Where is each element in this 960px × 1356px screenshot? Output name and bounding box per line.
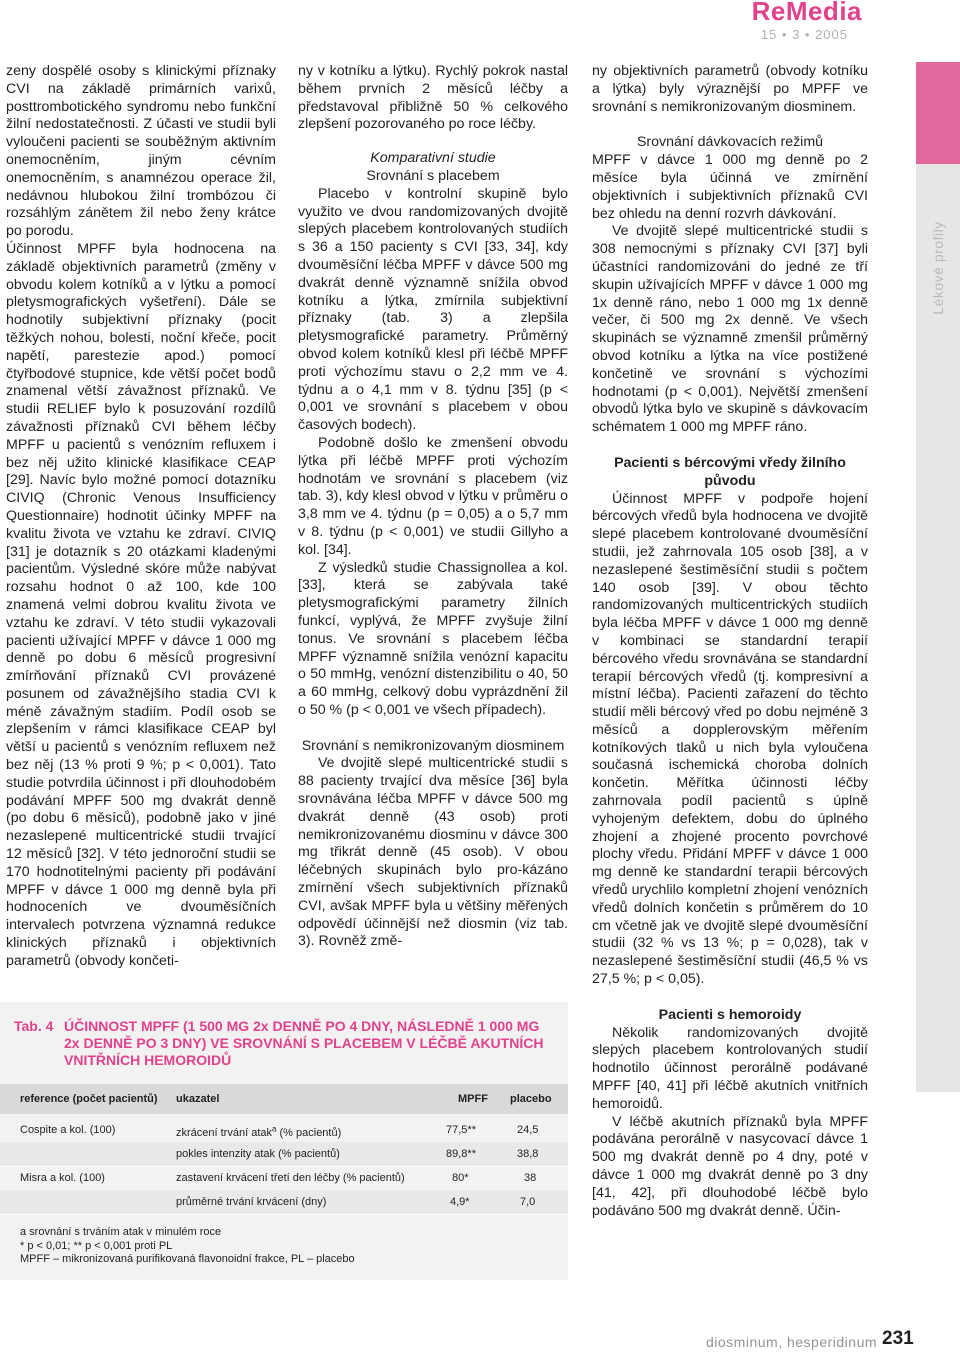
cell-mpff: 4,9* — [450, 1196, 470, 1208]
table-note: * p < 0,01; ** p < 0,001 proti PL — [20, 1239, 173, 1252]
cell-reference: Misra a kol. (100) — [20, 1172, 105, 1184]
footnote-marker: a — [272, 1124, 277, 1133]
table-label: Tab. 4 — [14, 1018, 54, 1034]
subsection-heading: Srovnání s nemikronizovaným diosminem — [301, 737, 565, 754]
table-header — [0, 1084, 568, 1114]
paragraph: ny objektivních parametrů (obvody kotníku a lýtka) byly výraznější po MPFF ve srovnání s nemikronizovaným diosminem. — [592, 63, 868, 115]
cell-indicator: zastavení krvácení třetí den léčby (% pacientů) — [176, 1172, 405, 1184]
cell-placebo: 38 — [524, 1172, 537, 1184]
cell-indicator — [176, 1124, 341, 1139]
table-4 — [0, 1002, 568, 1280]
paragraph: ny v kotníku a lýtku). Rychlý pokrok nastal během prvních 2 měsíců léčby a představoval přibližně 50 % celkového zlepšení pozorovaného po roce léčby. — [298, 63, 568, 133]
journal-logo: ReMedia — [751, 0, 862, 26]
table-note: MPFF – mikronizovaná purifikovaná flavonoidní frakce, PL – placebo — [20, 1253, 355, 1265]
table-row — [0, 1118, 568, 1143]
column-header-mpff: MPFF — [458, 1093, 488, 1105]
section-heading: Pacienti s hemoroidy — [658, 1006, 802, 1023]
column-header-placebo: placebo — [510, 1093, 552, 1105]
paragraph: zeny dospělé osoby s klinickými příznaky CVI na základě primárních varixů, posttrombotického syndromu nebo funkční žilní nedostatečnosti. Z účasti ve studii byli vyloučeni pacienti se souběžným aktivním onemocněním, jiným cévním onemocněním, s anamnézou operace žil, nedávnou hlubokou žilní trombózou či rozsáhlým zánětem žil nebo ženy krátce po porodu. — [6, 63, 276, 240]
column-3 — [592, 63, 868, 1220]
cell-mpff: 89,8** — [446, 1148, 476, 1160]
table-note: a srovnání s trváním atak v minulém roce — [20, 1226, 222, 1238]
column-header-indicator: ukazatel — [176, 1093, 220, 1105]
paragraph: Z výsledků studie Chassignollea a kol. [33], která se zabývala také pletysmografickými parametry žilních funkcí, vyplývá, že MPFF zvyšuje žilní tonus. Ve srovnání s placebem léčba MPFF významně snížila venózní kapacitu o 50 mmHg, venózní distenzibilitu o 40, 50 a 60 mmHg, celkový dobu vyprázdnění žil o 50 % (p < 0,001 ve všech případech). — [298, 559, 568, 718]
cell-mpff: 80* — [452, 1172, 469, 1184]
cell-indicator-text: zkrácení trvání atak$^a$ (% pacientů) — [176, 1124, 342, 1139]
cell-mpff: 77,5** — [446, 1124, 476, 1136]
section-heading: Pacienti s bércovými vředy žilního původu — [614, 454, 846, 489]
footer-topic: diosminum, hesperidinum — [706, 1334, 878, 1350]
table-notes — [20, 1226, 355, 1267]
table-row — [0, 1190, 568, 1215]
column-2 — [298, 63, 568, 951]
cell-placebo: 7,0 — [520, 1196, 536, 1208]
section-label: Lékové profily — [930, 221, 946, 315]
paragraph: V léčbě akutních příznaků byla MPFF podávána perorálně v nasycovací dávce 1 500 mg dvakrát denně po 4 dny, poté v dávce 1 000 mg dvakrát denně po 3 dny [41, 42], při dlouhodobé léčbě bylo podáváno 500 mg dvakrát denně. Účin- — [592, 1113, 868, 1219]
table-row — [0, 1142, 568, 1167]
cell-indicator: průměrné trvání krvácení (dny) — [176, 1196, 327, 1208]
page-number: 231 — [882, 1328, 914, 1349]
column-header-reference: reference (počet pacientů) — [20, 1093, 158, 1105]
subsection-heading: Srovnání dávkovacích režimů — [636, 134, 824, 151]
column-1 — [6, 63, 276, 971]
cell-indicator: pokles intenzity atak (% pacientů) — [176, 1148, 340, 1160]
paragraph: Podobně došlo ke zmenšení obvodu lýtka při léčbě MPFF proti výchozím hodnotám ve srovnání s placebem (viz tab. 3), kdy klesl obvod v lýtku v průměru o 3,8 mm ve 4. týdnu (p = 0,05) a o 5,7 mm v 8. týdnu (p < 0,001) ve studii Gillyho a kol. [34]. — [298, 434, 568, 558]
issue-number: 15 • 3 • 2005 — [760, 27, 848, 42]
subsection-heading: Srovnání s placebem — [366, 167, 500, 184]
paragraph: Několik randomizovaných dvojitě slepých placebem kontrolovaných studií hodnotilo účinnost perorálně podávané MPFF [40, 41] při léčbě akutních vnitřních hemoroidů. — [592, 1024, 868, 1112]
section-tab-marker — [916, 62, 960, 164]
paragraph: Ve dvojitě slepé multicentrické studii s 308 nemocnými s příznaky CVI [37] byli účastníci randomizováni do jedné ze tří skupin užívajících MPFF v dávce 1 000 mg 1x denně ráno, nebo 1 000 mg 1x denně večer, či 500 mg 2x denně. Ve všech skupinách se významně zmenšil průměrný obvod kotníku a lýtka na více postižené končetině ve srovnání s výchozími hodnotami (p < 0,001). Největší zmenšení obvodů lýtka bylo ve skupině s dávkovacím schématem 1 000 mg MPFF ráno. — [592, 223, 868, 436]
cell-reference: Cospite a kol. (100) — [20, 1124, 116, 1136]
section-heading: Komparativní studie — [370, 150, 496, 167]
cell-placebo: 38,8 — [517, 1148, 539, 1160]
cell-placebo: 24,5 — [517, 1124, 539, 1136]
paragraph: Placebo v kontrolní skupině bylo využito ve dvou randomizovaných dvojitě slepých placebem kontrolovaných studiích s 36 a 150 pacienty s CVI [33, 34], kdy dvouměsíční léčba MPFF v dávce 500 mg dvakrát denně významně snížila obvod kotníku a lýtka, zmírnila subjektivní příznaky (tab. 3) a zlepšila pletysmografické parametry. Průměrný obvod kolem kotníků klesl při léčbě MPFF proti výchozímu stavu o 2,2 mm ve 4. týdnu a o 4,1 mm v 8. týdnu [35] (p < 0,001 ve srovnání s placebem v obou časových bodech). — [298, 185, 568, 434]
table-row — [0, 1166, 568, 1191]
paragraph: MPFF v dávce 1 000 mg denně po 2 měsíce byla účinná ve zmírnění objektivních i subjektivních příznaků CVI bez ohledu na denní rozvrh dávkování. — [592, 152, 868, 222]
paragraph: Účinnost MPFF byla hodnocena na základě objektivních parametrů (změny v obvodu kolem kotníků a v lýtku a pomocí pletysmografických vyšetření). Dále se hodnotily subjektivní příznaky (pocit těžkých nohou, bolesti, noční křeče, pocit napětí, parestezie apod.) pomocí čtyřbodové stupnice, kde větší počet bodů znamenal větší závažnost příznaků. Ve studii RELIEF bylo k posuzování rozdílů závažnosti příznaků CVI během léčby MPFF u pacientů s venózním refluxem i bez něj užito klinické klasifikace CEAP [29]. Navíc bylo možné pomocí dotazníku CIVIQ (Chronic Venous Insufficiency Questionnaire) hodnotit účinky MPFF na kvalitu života ve vztahu ke zdraví. CIVIQ [31] je dotazník s 20 otázkami kladenými pacientům. Výsledné skóre může nabývat rozsahu hodnot 0 až 100, kde 100 znamená velmi dobrou kvalitu života ve vztahu ke zdraví. V této studii vykazovali pacienti užívající MPFF v dávce 1 000 mg denně po dobu 6 měsíců progresivní zmírňování příznaků CVI provázené posunem od závažnějšího stadia CVI k méně závažným stadiím. Podíl osob se zlepšením v rámci klasifikace CEAP byl větší u pacientů s venózním refluxem než bez něj (13 % proti 9 %; p < 0,001). Tato studie potvrdila účinnost i při dlouhodobém podávání MPFF 500 mg dvakrát denně (po dobu 6 měsíců), podobně jako v jiné nezaslepené multicentrické studii trvající 12 měsíců [32]. V této jednorоční studii se 170 hodnotitelnými pacienty při podávání MPFF v dávce 1 000 mg denně byla při hodnoceních ve dvouměsíčních intervalech potvrzena významná redukce klinických příznaků i objektivních parametrů (obvody končeti- — [6, 240, 276, 969]
paragraph: Ve dvojitě slepé multicentrické studii s 88 pacienty trvající dva měsíce [36] byla srovnávána léčba MPFF v dávce 500 mg dvakrát denně (43 osob) proti nemikronizovanému diosminu v dávce 300 mg třikrát denně (45 osob). V obou léčebných skupinách bylo pro-kázáno zmírnění všech subjektivních příznaků CVI, avšak MPFF byla u většiny měřených odpovědí účinnější než diosmin (viz tab. 3). Rovněž změ- — [298, 755, 568, 950]
table-title: ÚČINNOST MPFF (1 500 MG 2x DENNĚ PO 4 DNY, NÁSLEDNĚ 1 000 MG 2x DENNĚ PO 3 DNY) VE SROVNÁNÍ S PLACEBEM V LÉČBĚ AKUTNÍCH VNITŘNÍCH HEMOROIDŮ — [64, 1018, 544, 1068]
paragraph: Účinnost MPFF v podpoře hojení bércových vředů byla hodnocena ve dvojitě slepé placebem kontrolované dvouměsíční studii, jež zahrnovala 105 osob [38], a v nezaslepené šestiměsíční studii s počtem 140 osob [39]. V obou těchto randomizovaných multicentrických studiích byla léčba MPFF v dávce 1 000 mg denně v kombinaci se standardní terapií bércového vředu srovnávána se standardní terapií bércových vředů (tj. kompresivní a místní léčba). Pacienti zařazení do těchto studií měli bércový vřed po dobu nejméně 3 měsíců a dopplerovským měřením kotníkových tlaků u nich byla vyloučena současná ischemická choroba dolních končetin. Měřítka účinnosti léčby zahrnovala podíl pacientů s úplně vyhojeným defektem, dobu do úplného zhojení a zhojené procento povrchové plochy vředu. Přidání MPFF v dávce 1 000 mg denně ke standardní terapii bércových vředů urychlilo kompletní zhojení venózních vředů dolních končetin s průměrem do 10 cm včetně jak ve dvojitě slepé dvouměsíční studii (32 % vs 13 %; p = 0,028), tak v nezaslepené šestiměsíční studii (46,5 % vs 27,5 %; p < 0,05). — [592, 490, 868, 988]
